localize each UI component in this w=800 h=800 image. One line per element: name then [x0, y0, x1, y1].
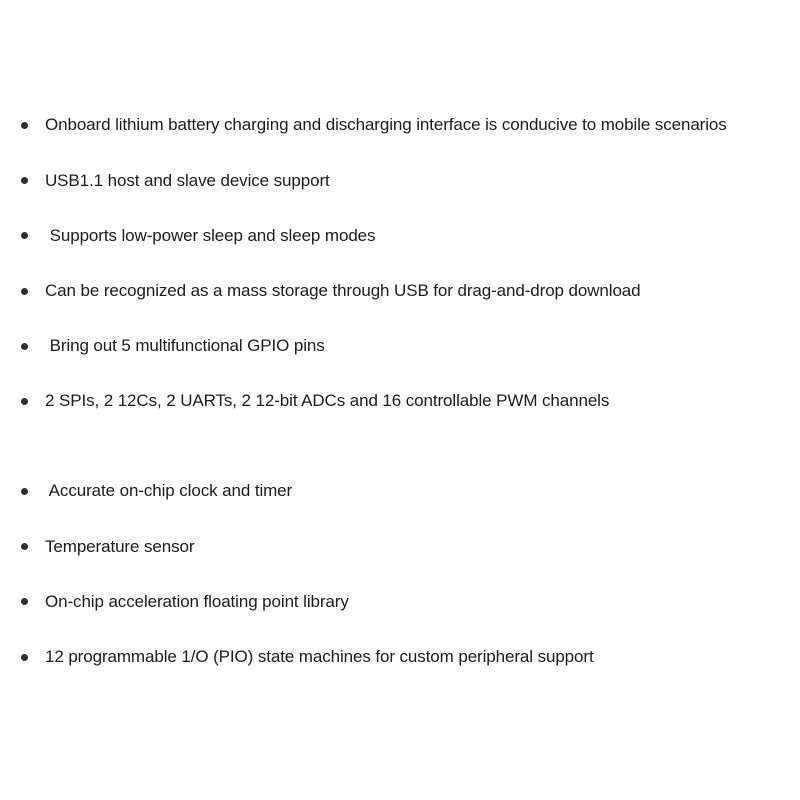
list-item: [0, 98, 800, 153]
bullet-icon: [21, 177, 28, 184]
feature-text: Can be recognized as a mass storage through USB for drag-and-drop download: [45, 280, 641, 300]
feature-text: 12 programmable 1/O (PIO) state machines for custom peripheral support: [45, 646, 594, 666]
bullet-icon: [21, 232, 28, 239]
bullet-icon: [21, 288, 28, 295]
bullet-icon: [21, 543, 28, 550]
bullet-icon: [21, 122, 28, 129]
feature-list-bottom: [0, 464, 800, 685]
list-item: [0, 464, 800, 519]
feature-text: Accurate on-chip clock and timer: [45, 481, 293, 501]
feature-text: Onboard lithium battery charging and discharging interface is conducive to mobile scenarios: [45, 115, 727, 135]
bullet-icon: [21, 488, 28, 495]
feature-text: Supports low-power sleep and sleep modes: [45, 225, 376, 245]
feature-text: Bring out 5 multifunctional GPIO pins: [45, 336, 325, 356]
feature-list-top: [0, 98, 800, 429]
bullet-icon: [21, 598, 28, 605]
feature-text: USB1.1 host and slave device support: [45, 170, 330, 190]
list-item: [0, 153, 800, 208]
list-item: [0, 574, 800, 629]
feature-text: On-chip acceleration floating point library: [45, 591, 349, 611]
list-item: [0, 630, 800, 685]
list-item: [0, 319, 800, 374]
feature-text: 2 SPIs, 2 12Cs, 2 UARTs, 2 12-bit ADCs and 16 controllable PWM channels: [45, 391, 610, 411]
bullet-icon: [21, 343, 28, 350]
feature-text: Temperature sensor: [45, 536, 195, 556]
list-item: [0, 264, 800, 319]
bullet-icon: [21, 398, 28, 405]
list-item: [0, 374, 800, 429]
bullet-icon: [21, 654, 28, 661]
list-item: [0, 208, 800, 263]
list-item: [0, 519, 800, 574]
